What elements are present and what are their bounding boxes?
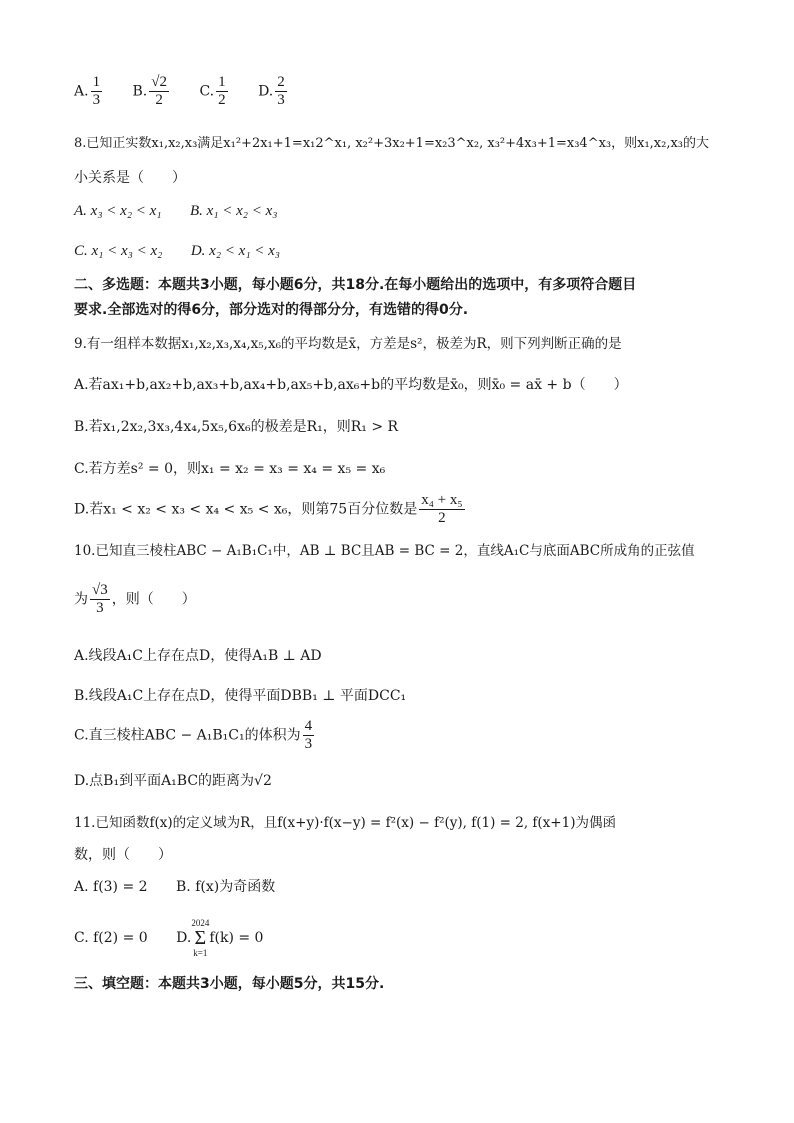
q7-options [74, 74, 724, 114]
q9-stem: 9.有一组样本数据x₁,x₂,x₃,x₄,x₅,x₆的平均数是x̄，方差是s²，极差为R，则下列判断正确的是 [74, 336, 622, 352]
q8-options-row1 [74, 201, 724, 221]
q7-option-d: D. $\frac{2}{3}$ [258, 74, 285, 108]
fraction: $\frac{\text{x₄ + x₅}}{2}$ [421, 492, 463, 526]
fraction: $\frac{4}{3}$ [304, 718, 313, 752]
q10-stem-line1: 10.已知直三棱柱ABC − A₁B₁C₁中，AB ⊥ BC且AB = BC = 2，直线A₁C与底面ABC所成角的正弦值 [74, 543, 695, 559]
q10-option-c: C.直三棱柱ABC − A₁B₁C₁的体积为 $\frac{4}{3}$ [74, 718, 313, 752]
q11-option-a: A. f(3) = 2 [74, 879, 148, 895]
q11-stem-line1: 11.已知函数f(x)的定义域为R，且f(x+y)·f(x−y) = f²(x) − f²(y), f(1) = 2, f(x+1)为偶函 [74, 815, 616, 831]
q8-option-d: D. x₂ < x₁ < x₃ [190, 243, 281, 259]
q9-option-a: A.若ax₁+b,ax₂+b,ax₃+b,ax₄+b,ax₅+b,ax₆+b的平均数是x̄₀，则x̄₀ = ax̄ + b（ ） [74, 377, 628, 393]
fraction: $\frac{√2}{2}$ [151, 74, 167, 108]
q10-option-a: A.线段A₁C上存在点D，使得A₁B ⊥ AD [74, 648, 322, 664]
fraction: $\frac{1}{2}$ [218, 74, 226, 108]
q11-option-b: B. f(x)为奇函数 [176, 879, 276, 895]
q11-option-d: D.2024 Σ k=1f(k) = 0 [176, 918, 264, 958]
q11-options-row2 [74, 918, 724, 958]
q11-options-row1 [74, 877, 724, 897]
q10-option-d: D.点B₁到平面A₁BC的距离为√2 [74, 773, 272, 789]
q8-option-b: B. x₁ < x₂ < x₃ [189, 203, 278, 219]
q9-option-b: B.若x₁,2x₂,3x₃,4x₄,5x₅,6x₆的极差是R₁，则R₁ > R [74, 419, 399, 435]
fraction: $\frac{1}{3}$ [92, 74, 101, 108]
q8-options-row2 [74, 241, 724, 261]
q10-option-b: B.线段A₁C上存在点D，使得平面DBB₁ ⊥ 平面DCC₁ [74, 688, 407, 704]
q8-option-a: A. x₃ < x₂ < x₁ [74, 203, 162, 219]
q11-stem-line2: 数，则（ ） [74, 847, 172, 863]
q8-stem-line2: 小关系是（ ） [74, 170, 186, 186]
q7-option-b: B. $\frac{√2}{2}$ [132, 74, 167, 108]
q8-stem-line1: 8.已知正实数x₁,x₂,x₃满足x₁²+2x₁+1=x₁2^x₁, x₂²+3x₂+1=x₂3^x₂, x₃²+4x₃+1=x₃4^x₃，则x₁,x₂,x₃的大 [74, 136, 710, 151]
fraction: $\frac{√3}{3}$ [92, 582, 108, 616]
q7-option-a: A. $\frac{1}{3}$ [74, 74, 101, 108]
q8-option-c: C. x₁ < x₃ < x₂ [74, 243, 163, 259]
fraction: $\frac{2}{3}$ [277, 74, 285, 108]
summation: 2024 Σ k=1 [191, 918, 210, 958]
section-2-heading: 二、多选题：本题共3小题，每小题6分，共18分.在每小题给出的选项中，有多项符合题目 [74, 277, 637, 293]
q9-option-d: D.若x₁ < x₂ < x₃ < x₄ < x₅ < x₆，则第75百分位数是 $\frac{\text{x₄ + x₅}}{2}$ [74, 492, 463, 526]
q7-option-c: C. $\frac{1}{2}$ [199, 74, 226, 108]
q10-stem-line2: 为 $\frac{√3}{3}$ ，则（ ） [74, 582, 196, 616]
q9-option-c: C.若方差s² = 0，则x₁ = x₂ = x₃ = x₄ = x₅ = x₆ [74, 461, 386, 477]
section-3-heading: 三、填空题：本题共3小题，每小题5分，共15分. [74, 976, 385, 992]
q11-option-c: C. f(2) = 0 [74, 930, 148, 946]
section-2-instructions: 要求.全部选对的得6分，部分选对的得部分分，有选错的得0分. [74, 302, 469, 318]
